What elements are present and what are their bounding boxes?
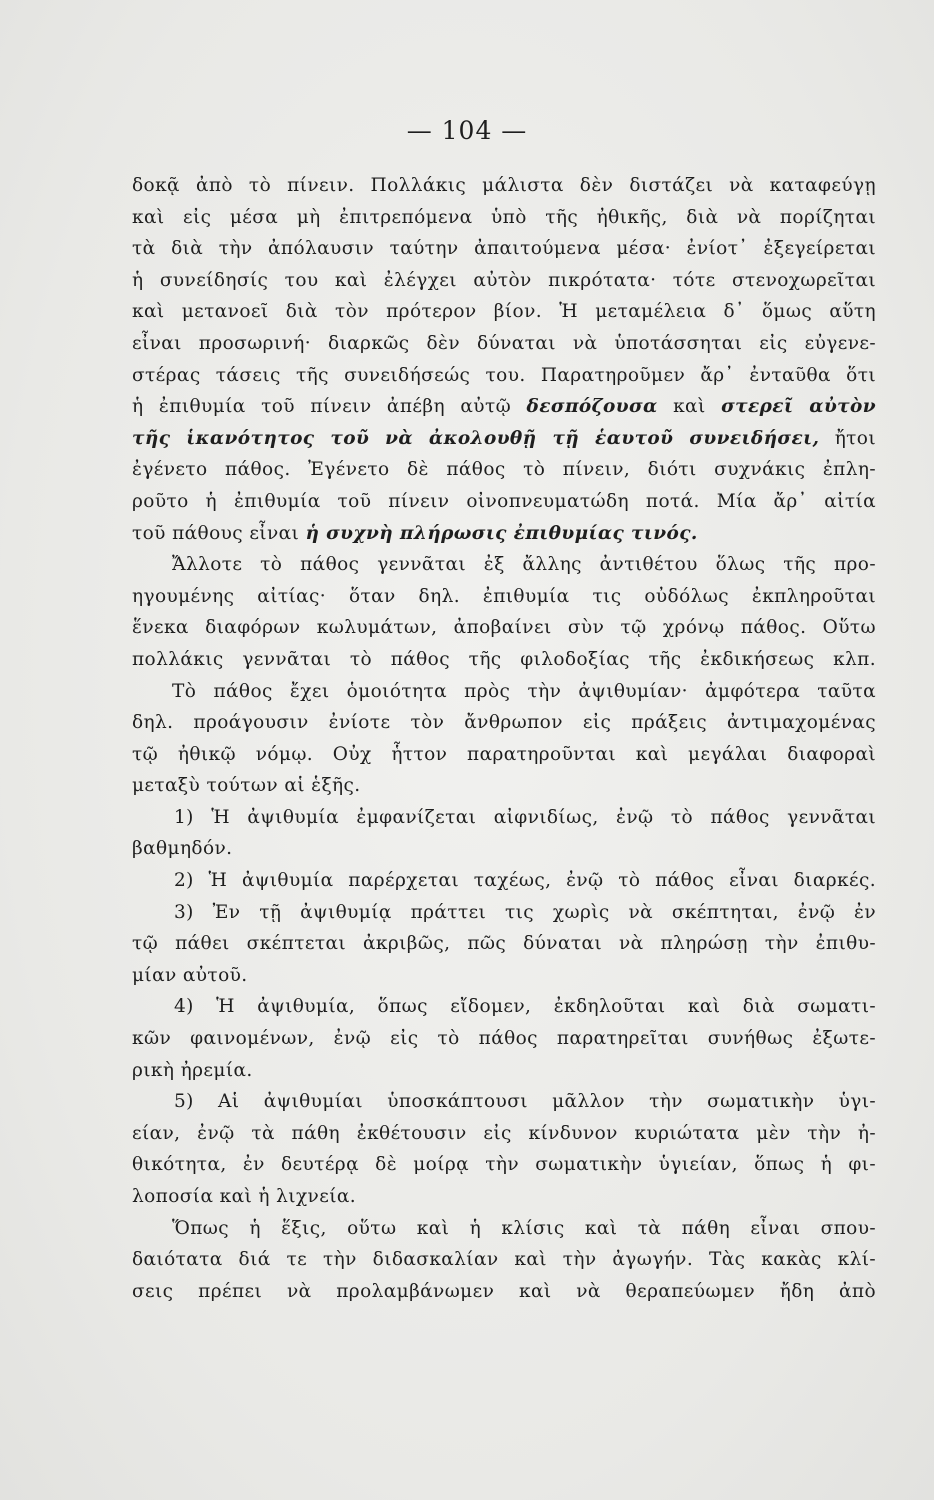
line-text: δοκᾷ ἀπὸ τὸ πίνειν. Πολλάκις μάλιστα δὲν διστάζει νὰ καταφεύγῃ bbox=[132, 175, 876, 196]
line-text: ἡ συνείδησίς του καὶ ἐλέγχει αὐτὸν πικρότατα· τότε στενοχωρεῖται bbox=[132, 269, 876, 291]
line-text: 5) Αἱ ἀψιθυμίαι ὑποσκάπτουσι μᾶλλον τὴν σωματικὴν ὑγι- bbox=[174, 1091, 876, 1113]
line-text: βαθμηδόν. bbox=[132, 838, 233, 860]
line-text: ηγουμένης αἰτίας· ὅταν δηλ. ἐπιθυμία τις οὐδόλως ἐκπληροῦται bbox=[132, 585, 876, 607]
text-line bbox=[132, 265, 876, 297]
text-line bbox=[132, 581, 876, 613]
text-line bbox=[132, 644, 876, 676]
line-text: ἕνεκα διαφόρων κωλυμάτων, ἀποβαίνει σὺν τῷ χρόνῳ πάθος. Οὕτω bbox=[132, 617, 876, 639]
line-text: 3) Ἐν τῇ ἀψιθυμίᾳ πράττει τις χωρὶς νὰ σκέπτηται, ἐνῷ ἐν bbox=[174, 901, 876, 923]
line-text: Ὅπως ἡ ἕξις, οὕτω καὶ ἡ κλίσις καὶ τὰ πάθη εἶναι σπου- bbox=[172, 1217, 876, 1239]
text-line bbox=[132, 454, 876, 486]
page-number: — 104 — bbox=[406, 116, 528, 145]
text-line bbox=[132, 833, 876, 865]
text-line bbox=[132, 1149, 876, 1181]
line-text: είαν, ἐνῷ τὰ πάθη ἐκθέτουσιν εἰς κίνδυνον κυριώτατα μὲν τὴν ἠ- bbox=[132, 1122, 876, 1144]
text-line bbox=[132, 170, 876, 202]
line-text: 1) Ἡ ἀψιθυμία ἐμφανίζεται αἰφνιδίως, ἐνῷ τὸ πάθος γεννᾶται bbox=[174, 806, 876, 828]
emphasized-text: ἡ συχνὴ πλήρωσις ἐπιθυμίας τινός. bbox=[305, 522, 698, 544]
line-text: θικότητα, ἐν δευτέρᾳ δὲ μοίρᾳ τὴν σωματικὴν ὑγιείαν, ὅπως ἡ φι- bbox=[132, 1154, 876, 1176]
line-text: ἤτοι bbox=[834, 427, 876, 449]
line-text: 4) Ἡ ἀψιθυμία, ὅπως εἴδομεν, ἐκδηλοῦται καὶ διὰ σωματι- bbox=[174, 996, 876, 1018]
body-text bbox=[132, 170, 876, 1307]
text-line bbox=[132, 328, 876, 360]
text-line bbox=[132, 897, 876, 929]
text-line bbox=[132, 928, 876, 960]
line-text: εἶναι προσωρινή· διαρκῶς δὲν δύναται νὰ ὑποτάσσηται εἰς εὐγενε- bbox=[132, 332, 876, 354]
line-text: κῶν φαινομένων, ἐνῷ εἰς τὸ πάθος παρατηρεῖται συνήθως ἐξωτε- bbox=[132, 1028, 876, 1050]
text-line bbox=[132, 518, 876, 550]
text-line bbox=[132, 202, 876, 234]
line-text: σεις πρέπει νὰ προλαμβάνωμεν καὶ νὰ θεραπεύωμεν ἤδη ἀπὸ bbox=[132, 1280, 876, 1302]
line-text: καὶ μετανοεῖ διὰ τὸν πρότερον βίον. Ἡ μεταμέλεια δ᾽ ὅμως αὕτη bbox=[132, 301, 876, 323]
emphasized-text: τῆς ἱκανότητος τοῦ νὰ ἀκολουθῇ τῇ ἑαυτοῦ συνειδήσει, bbox=[132, 427, 820, 449]
line-text: Τὸ πάθος ἔχει ὁμοιότητα πρὸς τὴν ἀψιθυμίαν· ἀμφότερα ταῦτα bbox=[172, 680, 876, 702]
text-line bbox=[132, 802, 876, 834]
text-line bbox=[132, 233, 876, 265]
text-line bbox=[132, 1055, 876, 1087]
text-line bbox=[132, 1276, 876, 1308]
text-line bbox=[132, 1213, 876, 1245]
text-line bbox=[132, 676, 876, 708]
text-line bbox=[132, 865, 876, 897]
line-text: στέρας τάσεις τῆς συνειδήσεώς του. Παρατηροῦμεν ἄρ᾽ ἐνταῦθα ὅτι bbox=[132, 364, 876, 386]
emphasized-text: δεσπόζουσα bbox=[526, 396, 658, 418]
line-text: δηλ. προάγουσιν ἐνίοτε τὸν ἄνθρωπον εἰς πράξεις ἀντιμαχομένας bbox=[132, 712, 876, 734]
line-text: τὰ διὰ τὴν ἀπόλαυσιν ταύτην ἀπαιτούμενα μέσα· ἐνίοτ᾽ ἐξεγείρεται bbox=[132, 238, 876, 260]
text-line bbox=[132, 1181, 876, 1213]
line-text: ροῦτο ἡ ἐπιθυμία τοῦ πίνειν οἰνοπνευματώδη ποτά. Μία ἄρ᾽ αἰτία bbox=[132, 490, 876, 512]
line-text: καὶ bbox=[673, 396, 706, 418]
line-text: μεταξὺ τούτων αἱ ἑξῆς. bbox=[132, 775, 361, 797]
line-text: καὶ εἰς μέσα μὴ ἐπιτρεπόμενα ὑπὸ τῆς ἠθικῆς, διὰ νὰ πορίζηται bbox=[132, 206, 876, 228]
text-line bbox=[132, 486, 876, 518]
line-text: ἐγένετο πάθος. Ἐγένετο δὲ πάθος τὸ πίνειν, διότι συχνάκις ἐπλη- bbox=[132, 459, 876, 481]
line-text: τῷ ἠθικῷ νόμῳ. Οὐχ ἧττον παρατηροῦνται καὶ μεγάλαι διαφοραὶ bbox=[132, 743, 876, 765]
line-text: λοποσία καὶ ἡ λιχνεία. bbox=[132, 1186, 357, 1207]
text-line bbox=[132, 960, 876, 992]
text-line bbox=[132, 707, 876, 739]
text-line bbox=[132, 296, 876, 328]
text-line bbox=[132, 612, 876, 644]
text-line bbox=[132, 423, 876, 455]
text-line bbox=[132, 739, 876, 771]
text-line bbox=[132, 770, 876, 802]
line-text: ἡ ἐπιθυμία τοῦ πίνειν ἀπέβη αὐτῷ bbox=[132, 396, 512, 418]
line-text: ρικὴ ἠρεμία. bbox=[132, 1059, 253, 1081]
line-text: τῷ πάθει σκέπτεται ἀκριβῶς, πῶς δύναται νὰ πληρώσῃ τὴν ἐπιθυ- bbox=[132, 933, 876, 955]
text-line bbox=[132, 991, 876, 1023]
line-text: Ἄλλοτε τὸ πάθος γεννᾶται ἐξ ἄλλης ἀντιθέτου ὅλως τῆς προ- bbox=[172, 554, 876, 576]
line-text: πολλάκις γεννᾶται τὸ πάθος τῆς φιλοδοξίας τῆς ἐκδικήσεως κλπ. bbox=[132, 648, 876, 670]
text-line bbox=[132, 1023, 876, 1055]
line-text: μίαν αὐτοῦ. bbox=[132, 964, 248, 986]
text-line bbox=[132, 1086, 876, 1118]
text-line bbox=[132, 360, 876, 392]
line-text: 2) Ἡ ἀψιθυμία παρέρχεται ταχέως, ἐνῷ τὸ πάθος εἶναι διαρκές. bbox=[174, 870, 876, 892]
emphasized-text: στερεῖ αὐτὸν bbox=[721, 396, 877, 418]
text-line bbox=[132, 391, 876, 423]
line-text: δαιότατα διά τε τὴν διδασκαλίαν καὶ τὴν ἀγωγήν. Τὰς κακὰς κλί- bbox=[132, 1249, 876, 1271]
text-line bbox=[132, 1244, 876, 1276]
text-line bbox=[132, 549, 876, 581]
line-text: τοῦ πάθους εἶναι bbox=[132, 522, 300, 544]
text-line bbox=[132, 1118, 876, 1150]
